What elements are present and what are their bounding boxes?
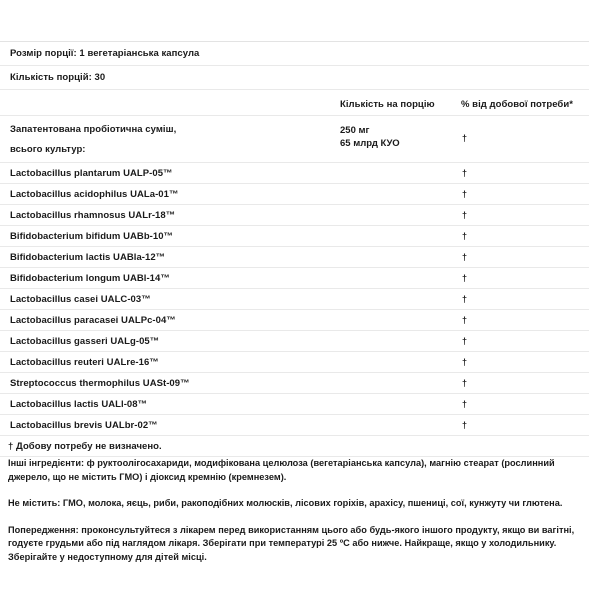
strain-daily-value: †	[462, 168, 468, 178]
proprietary-blend-amount	[340, 124, 400, 150]
proprietary-blend-name-line1: Запатентована пробіотична суміш,	[10, 124, 177, 135]
strain-daily-value: †	[462, 336, 468, 346]
table-row	[0, 247, 589, 268]
strain-daily-value: †	[462, 210, 468, 220]
table-row	[0, 289, 589, 310]
strain-name: Lactobacillus rhamnosus UALr-18™	[10, 210, 176, 221]
table-row	[0, 310, 589, 331]
supplement-facts-table	[0, 41, 589, 457]
table-row	[0, 184, 589, 205]
table-row	[0, 163, 589, 184]
table-row	[0, 394, 589, 415]
strain-daily-value: †	[462, 378, 468, 388]
strain-name: Lactobacillus acidophilus UALa-01™	[10, 189, 179, 200]
column-header-daily-value: % від добової потреби*	[461, 99, 573, 110]
other-ingredients-text: Інші інгредієнти: ф руктоолігосахариди, модифікована целюлоза (вегетаріанська капсула), магнію стеарат (рослинний джерело, що не містить ГМО) і діоксид кремнію (кремнезем).	[8, 458, 555, 482]
allergen-free-text: Не містить: ГМО, молока, яєць, риби, ракоподібних молюсків, лісових горіхів, арахісу, пшениці, сої, кунжуту чи глютена.	[8, 498, 563, 508]
strain-name: Lactobacillus reuteri UALre-16™	[10, 357, 159, 368]
strain-daily-value: †	[462, 231, 468, 241]
table-row	[0, 352, 589, 373]
strain-name: Streptococcus thermophilus UASt-09™	[10, 378, 190, 389]
servings-per-container-row: Кількість порцій: 30	[0, 66, 589, 90]
warning-text: Попередження: проконсультуйтеся з лікарем перед використанням цього або будь-якого іншого продукту, якщо ви вагітні, годуєте грудьми або під наглядом лікаря. Зберігати при температурі 25 ºС або нижче. Найкраще, якщо у холодильнику. Зберігайте у недоступному для дітей місці.	[8, 524, 575, 562]
daily-value-footnote: † Добову потребу не визначено.	[0, 436, 589, 457]
table-row	[0, 415, 589, 436]
serving-size-row: Розмір порції: 1 вегетаріанська капсула	[0, 42, 589, 66]
strain-name: Lactobacillus lactis UALl-08™	[10, 399, 148, 410]
proprietary-blend-row	[0, 116, 589, 163]
proprietary-blend-amount-cfu: 65 млрд КУО	[340, 138, 400, 149]
table-row	[0, 331, 589, 352]
strain-name: Bifidobacterium lactis UABla-12™	[10, 252, 166, 263]
table-row	[0, 226, 589, 247]
strain-daily-value: †	[462, 399, 468, 409]
strain-name: Lactobacillus plantarum UALP-05™	[10, 168, 173, 179]
strain-name: Bifidobacterium longum UABl-14™	[10, 273, 170, 284]
strain-daily-value: †	[462, 252, 468, 262]
strain-daily-value: †	[462, 420, 468, 430]
proprietary-blend-amount-mg: 250 мг	[340, 125, 370, 136]
strain-daily-value: †	[462, 315, 468, 325]
table-row	[0, 268, 589, 289]
strain-name: Bifidobacterium bifidum UABb-10™	[10, 231, 174, 242]
column-header-amount-per-serving: Кількість на порцію	[340, 99, 435, 110]
proprietary-blend-name-line2: всього культур:	[10, 144, 86, 155]
strain-rows-group	[0, 163, 589, 436]
notes-block	[8, 457, 592, 564]
table-row	[0, 205, 589, 226]
table-column-header-row	[0, 90, 589, 116]
strain-name: Lactobacillus paracasei UALPc-04™	[10, 315, 176, 326]
strain-daily-value: †	[462, 357, 468, 367]
strain-daily-value: †	[462, 189, 468, 199]
strain-name: Lactobacillus brevis UALbr-02™	[10, 420, 158, 431]
strain-daily-value: †	[462, 294, 468, 304]
proprietary-blend-daily-value: †	[462, 133, 468, 143]
table-row	[0, 373, 589, 394]
strain-name: Lactobacillus gasseri UALg-05™	[10, 336, 160, 347]
strain-daily-value: †	[462, 273, 468, 283]
strain-name: Lactobacillus casei UALC-03™	[10, 294, 151, 305]
